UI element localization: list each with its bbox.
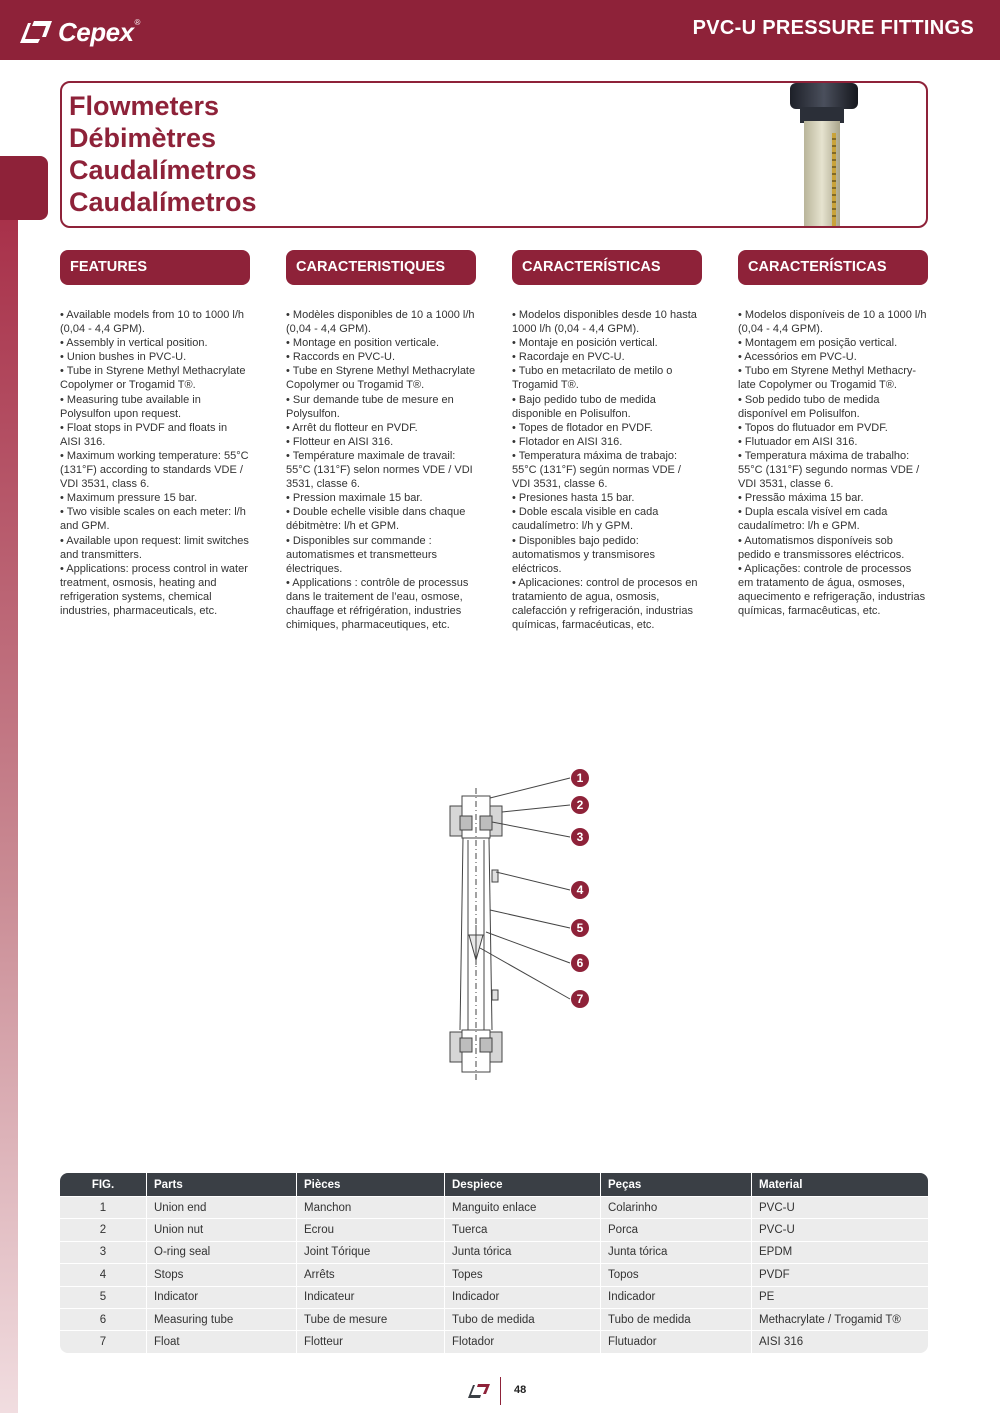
callout-6: 6 <box>576 956 584 970</box>
feature-item: • Presiones hasta 15 bar. <box>512 492 635 505</box>
cell: Methacrylate / Trogamid T® <box>751 1308 928 1330</box>
feature-item: • Tubo em Styrene Methyl Methacry-late Copolymer ou Trogamid T®. <box>738 365 917 392</box>
cell: Joint Tórique <box>296 1241 444 1263</box>
features-list-en <box>60 308 250 618</box>
cell: Indicator <box>146 1286 296 1308</box>
table-row <box>60 1286 928 1308</box>
feature-item: • Assembly in vertical position. <box>60 337 208 350</box>
col-material: Material <box>751 1173 928 1196</box>
feature-item: • Sur demande tube de mesure en Polysulfon. <box>286 393 454 420</box>
cell: Manguito enlace <box>444 1196 600 1218</box>
features-heading-fr: CARACTERISTIQUES <box>286 250 476 285</box>
feature-item: • Montagem em posição vertical. <box>738 337 898 350</box>
col-despiece: Despiece <box>444 1173 600 1196</box>
cell: Tubo de medida <box>600 1308 751 1330</box>
cell: Stops <box>146 1263 296 1285</box>
cell: Measuring tube <box>146 1308 296 1330</box>
feature-item: • Raccords en PVC-U. <box>286 351 395 364</box>
callout-1: 1 <box>576 771 584 785</box>
feature-item: • Modelos disponibles desde 10 hasta 1000 l/h (0,04 - 4,4 GPM). <box>512 309 697 336</box>
cell: Junta tórica <box>444 1241 600 1263</box>
registered-mark: ® <box>134 17 141 27</box>
title-en: Flowmeters <box>69 91 220 121</box>
features-list-pt <box>738 308 928 618</box>
callout-3: 3 <box>576 830 584 844</box>
cell: 1 <box>60 1196 146 1218</box>
cell: Porca <box>600 1218 751 1240</box>
feature-item: • Tubo en metacrilato de metilo o Trogamid T®. <box>512 365 673 392</box>
feature-item: • Two visible scales on each meter: l/h and GPM. <box>60 506 246 533</box>
cell: Junta tórica <box>600 1241 751 1263</box>
feature-item: • Applications : contrôle de processus dans le traitement de l’eau, osmose, chauffage et réfrigération, industries chimiques, pharmaceutiques, etc. <box>286 576 469 632</box>
callout-7: 7 <box>576 992 584 1006</box>
table-row <box>60 1241 928 1263</box>
feature-item: • Sob pedido tubo de medida disponível em Polisulfon. <box>738 393 880 420</box>
feature-item: • Automatismos disponíveis sob pedido e transmissores eléctricos. <box>738 534 905 561</box>
feature-item: • Montage en position verticale. <box>286 337 440 350</box>
feature-item: • Tube en Styrene Methyl Methacrylate Copolymer ou Trogamid T®. <box>286 365 476 392</box>
feature-item: • Flotteur en AISI 316. <box>286 435 394 448</box>
feature-item: • Available models from 10 to 1000 l/h (0,04 - 4,4 GPM). <box>60 309 245 336</box>
feature-item: • Topes de flotador en PVDF. <box>512 421 653 434</box>
cell: 5 <box>60 1286 146 1308</box>
cell: Tube de mesure <box>296 1308 444 1330</box>
col-parts: Parts <box>146 1173 296 1196</box>
parts-table <box>60 1173 928 1353</box>
cell: AISI 316 <box>751 1330 928 1352</box>
feature-item: • Température maximale de travail: 55°C (131°F) selon normes VDE / VDI 3531, classe 6. <box>286 449 473 491</box>
cell: Union end <box>146 1196 296 1218</box>
feature-item: • Topos do flutuador em PVDF. <box>738 421 888 434</box>
cell: EPDM <box>751 1241 928 1263</box>
cell: PVC-U <box>751 1218 928 1240</box>
feature-item: • Disponibles sur commande : automatismes et transmetteurs électriques. <box>286 534 438 575</box>
feature-item: • Modelos disponíveis de 10 a 1000 l/h (0,04 - 4,4 GPM). <box>738 309 927 336</box>
brand-name: Cepex <box>58 16 134 47</box>
cell: Tubo de medida <box>444 1308 600 1330</box>
feature-item: • Acessórios em PVC-U. <box>738 351 857 364</box>
features-column-pt <box>738 250 928 618</box>
cell: Flotador <box>444 1330 600 1352</box>
feature-item: • Pression maximale 15 bar. <box>286 492 423 505</box>
cepex-footer-logo-icon <box>467 1382 491 1400</box>
cell: Tuerca <box>444 1218 600 1240</box>
cepex-logo <box>18 12 140 52</box>
col-fig: FIG. <box>60 1173 146 1196</box>
feature-item: • Temperatura máxima de trabalho: 55°C (131°F) segundo normas VDE / VDI 3531, classe 6. <box>738 449 920 491</box>
feature-item: • Applications: process control in water treatment, osmosis, heating and refrigeration systems, chemical industries, pharmaceuticals, etc. <box>60 562 248 617</box>
feature-item: • Bajo pedido tubo de medida disponible en Polisulfon. <box>512 393 656 420</box>
cell: Topos <box>600 1263 751 1285</box>
features-column-en <box>60 250 250 618</box>
side-gradient-strip <box>0 220 18 1413</box>
footer-separator <box>500 1377 501 1405</box>
cell: 6 <box>60 1308 146 1330</box>
cell: Ecrou <box>296 1218 444 1240</box>
flowmeter-section-drawing <box>430 760 610 1085</box>
feature-item: • Arrêt du flotteur en PVDF. <box>286 421 418 434</box>
title-es: Caudalímetros <box>69 155 257 185</box>
cell: Flotteur <box>296 1330 444 1352</box>
feature-item: • Racordaje en PVC-U. <box>512 351 625 364</box>
title-box <box>60 81 928 228</box>
cepex-logo-icon <box>18 17 54 47</box>
table-row <box>60 1263 928 1285</box>
title-fr: Débimètres <box>69 123 217 153</box>
cell: PVC-U <box>751 1196 928 1218</box>
feature-item: • Pressão máxima 15 bar. <box>738 492 864 505</box>
feature-item: • Doble escala visible en cada caudalímetro: l/h y GPM. <box>512 506 659 533</box>
feature-item: • Modèles disponibles de 10 a 1000 l/h (0,04 - 4,4 GPM). <box>286 309 475 336</box>
cell: PE <box>751 1286 928 1308</box>
features-heading-pt: CARACTERÍSTICAS <box>738 250 928 285</box>
feature-item: • Dupla escala visível em cada caudalímetro: l/h e GPM. <box>738 506 888 533</box>
page-number: 48 <box>514 1384 527 1396</box>
cell: Float <box>146 1330 296 1352</box>
feature-item: • Available upon request: limit switches and transmitters. <box>60 534 249 561</box>
features-column-fr <box>286 250 476 632</box>
cell: Indicador <box>444 1286 600 1308</box>
feature-item: • Disponibles bajo pedido: automatismos y transmisores eléctricos. <box>512 534 656 575</box>
col-pecas: Peças <box>600 1173 751 1196</box>
side-tab <box>0 156 48 220</box>
features-column-es <box>512 250 702 632</box>
feature-item: • Measuring tube available in Polysulfon upon request. <box>60 393 201 420</box>
feature-item: • Maximum pressure 15 bar. <box>60 492 198 505</box>
feature-item: • Montaje en posición vertical. <box>512 337 658 350</box>
features-heading-en: FEATURES <box>60 250 250 285</box>
cell: 4 <box>60 1263 146 1285</box>
feature-item: • Flutuador em AISI 316. <box>738 435 858 448</box>
cell: Manchon <box>296 1196 444 1218</box>
feature-item: • Float stops in PVDF and floats in AISI 316. <box>60 421 228 448</box>
table-row <box>60 1218 928 1240</box>
title-pt: Caudalímetros <box>69 187 257 217</box>
callout-5: 5 <box>576 921 584 935</box>
table-row <box>60 1330 928 1352</box>
cell: O-ring seal <box>146 1241 296 1263</box>
table-row <box>60 1196 928 1218</box>
table-row <box>60 1308 928 1330</box>
features-list-fr <box>286 308 476 632</box>
callout-2: 2 <box>576 798 584 812</box>
feature-item: • Union bushes in PVC-U. <box>60 351 187 364</box>
cell: Indicateur <box>296 1286 444 1308</box>
cell: 7 <box>60 1330 146 1352</box>
feature-item: • Temperatura máxima de trabajo: 55°C (131°F) según normas VDE / VDI 3531, classe 6. <box>512 449 681 491</box>
feature-item: • Aplicações: controle de processos em tratamento de água, osmoses, aquecimento e refrigeração, industrias químicas, farmacêuticas, etc. <box>738 562 926 617</box>
feature-item: • Tube in Styrene Methyl Methacrylate Copolymer or Trogamid T®. <box>60 365 246 392</box>
table-header-row <box>60 1173 928 1196</box>
features-heading-es: CARACTERÍSTICAS <box>512 250 702 285</box>
page-header <box>0 0 1000 60</box>
product-titles <box>69 90 257 218</box>
cell: Topes <box>444 1263 600 1285</box>
cell: Indicador <box>600 1286 751 1308</box>
col-pieces: Pièces <box>296 1173 444 1196</box>
feature-item: • Double echelle visible dans chaque débitmètre: l/h et GPM. <box>286 506 466 533</box>
features-list-es <box>512 308 702 632</box>
cell: 2 <box>60 1218 146 1240</box>
callout-4: 4 <box>576 883 584 897</box>
flowmeter-photo <box>788 83 858 228</box>
feature-item: • Maximum working temperature: 55°C (131°F) according to standards VDE / VDI 3531, class 6. <box>60 449 249 491</box>
cell: Union nut <box>146 1218 296 1240</box>
cell: Colarinho <box>600 1196 751 1218</box>
cell: Flutuador <box>600 1330 751 1352</box>
cell: PVDF <box>751 1263 928 1285</box>
page-footer <box>0 1376 1000 1406</box>
cell: Arrêts <box>296 1263 444 1285</box>
section-title: PVC-U PRESSURE FITTINGS <box>692 17 974 39</box>
feature-item: • Aplicaciones: control de procesos en tratamiento de agua, osmosis, calefacción y refrigeración, industrias químicas, farmacéuticas, etc. <box>512 576 698 632</box>
feature-item: • Flotador en AISI 316. <box>512 435 623 448</box>
cell: 3 <box>60 1241 146 1263</box>
